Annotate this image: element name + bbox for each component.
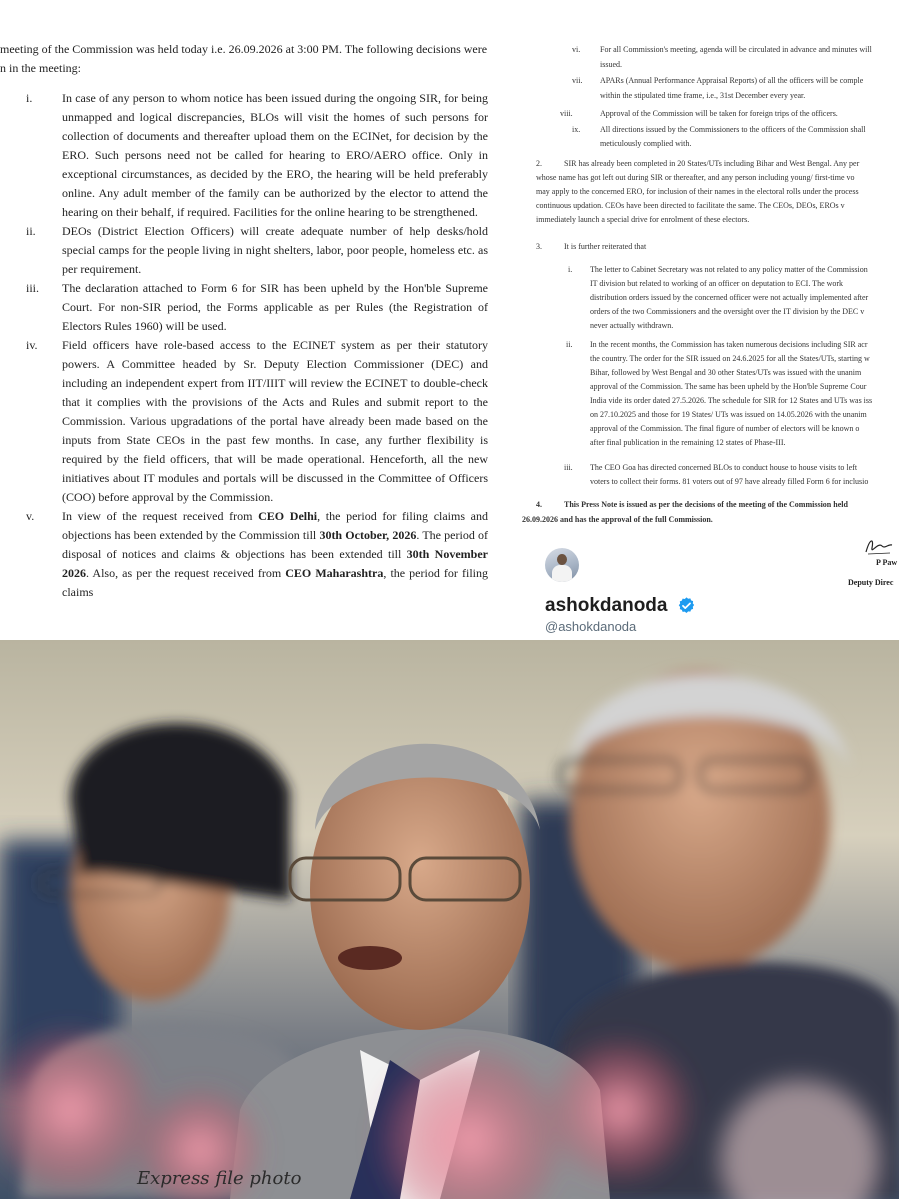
item-text: meticulously complied with.: [600, 139, 692, 148]
item-text: All directions issued by the Commissioners to the officers of the Commission shall: [600, 125, 866, 134]
item-text: distribution orders issued by the concerned officer were not actually implemented after: [590, 293, 869, 302]
decision-item-v: [0, 507, 488, 602]
para-line: This Press Note is issued as per the decisions of the meeting of the Commission held: [564, 500, 848, 509]
decision-item-ii: [0, 222, 488, 279]
item-text: approval of the Commission. The same has been upheld by the Hon'ble Supreme Cour: [590, 382, 867, 391]
item-number: vi.: [572, 45, 581, 54]
para-number: 2.: [536, 159, 542, 168]
item-number: iii.: [26, 281, 40, 295]
para-line: continuous updation. CEOs have been directed to facilitate the same. The CEOs, DEOs, EROs v: [536, 201, 845, 210]
para-line: may apply to the concerned ERO, for inclusion of their names in the electoral rolls under the process: [536, 187, 859, 196]
item-text: Bihar, followed by West Bengal and 30 other States/UTs was issued with the unanim: [590, 368, 862, 377]
item-text: approval of the Commission. The final figure of number of electors will be known o: [590, 424, 860, 433]
para-number: 3.: [536, 242, 542, 251]
press-note-page-left: [0, 0, 516, 640]
item-text: on 27.10.2025 and those for 19 States/ UTs was issued on 14.05.2026 with the unanim: [590, 410, 867, 419]
press-photo: [0, 640, 899, 1199]
photo-illustration: [0, 640, 899, 1199]
item-text: The letter to Cabinet Secretary was not related to any policy matter of the Commission: [590, 265, 868, 274]
item-text: voters to collect their forms. 81 voters out of 97 have already filled Form 6 for inclusio: [590, 477, 869, 486]
para-line: 26.09.2026 and has the approval of the full Commission.: [522, 515, 713, 524]
bold-ceo-delhi: CEO Delhi: [258, 509, 318, 523]
avatar[interactable]: [545, 548, 579, 582]
item-number: ix.: [572, 125, 581, 134]
item-text: In case of any person to whom notice has been issued during the ongoing SIR, for being unmapped and logical discrepancies, BLOs will visit the homes of such persons for collection of documents and thereafter upload them on the ECINet, for decision by the ERO. Such persons need not be called for hearing to ERO/AERO office. Only in exceptional circumstances, as decided by the ERO, the hearing will be held preferably online. Any adult member of the family can be authorized by the elector to attend the hearing on their behalf, if required. Facilities for the online hearing to be strengthened.: [62, 91, 488, 219]
item-text: For all Commission's meeting, agenda will be circulated in advance and minutes will: [600, 45, 872, 54]
profile-name[interactable]: ashokdanoda: [545, 595, 668, 616]
bold-date: 30th October, 2026: [319, 528, 417, 542]
para-line: SIR has already been completed in 20 States/UTs including Bihar and West Bengal. Any per: [564, 159, 860, 168]
item-text: In the recent months, the Commission has taken numerous decisions including SIR acr: [590, 340, 868, 349]
item-text: orders of the two Commissioners and the oversight over the IT division by the DEC v: [590, 307, 865, 316]
bold-ceo-maharashtra: CEO Maharashtra: [285, 566, 384, 580]
verified-badge-shape: [679, 597, 694, 613]
item-number: i.: [26, 91, 33, 105]
verified-badge-icon: [678, 597, 695, 614]
item-number: ii.: [566, 340, 573, 349]
bold-date: 30th November 2026: [62, 547, 488, 580]
intro-line: meeting of the Commission was held today i.e. 26.09.2026 at 3:00 PM. The following decisions were: [0, 42, 488, 56]
item-number: iv.: [26, 338, 38, 352]
item-number: iii.: [564, 463, 573, 472]
item-text: The declaration attached to Form 6 for SIR has been upheld by the Hon'ble Supreme Court. For non-SIR period, the Forms applicable as per Rules (the Registration of Electors Rules 1960) will be used.: [62, 281, 488, 333]
item-text: the country. The order for the SIR issued on 24.6.2025 for all the States/UTs, starting w: [590, 354, 870, 363]
item-text: Approval of the Commission will be taken for foreign trips of the officers.: [600, 109, 838, 118]
para-line: whose name has got left out during SIR or thereafter, and any person including young/ first-time vo: [536, 173, 855, 182]
decision-item-iv: [0, 336, 488, 507]
item-text: APARs (Annual Performance Appraisal Reports) of all the officers will be comple: [600, 76, 864, 85]
item-number: viii.: [560, 109, 573, 118]
para-number: 4.: [536, 500, 542, 509]
para-line: It is further reiterated that: [564, 242, 647, 251]
item-text: IT division but related to working of an officer on deputation to ECI. The work: [590, 279, 844, 288]
profile-handle[interactable]: @ashokdanoda: [545, 619, 637, 634]
intro-line: n in the meeting:: [0, 61, 81, 75]
decision-item-iii: [0, 279, 488, 336]
item-number: vii.: [572, 76, 583, 85]
item-text: never actually withdrawn.: [590, 321, 674, 330]
item-number: i.: [568, 265, 573, 274]
item-text: after final publication in the remaining 12 states of Phase-III.: [590, 438, 786, 447]
profile-card[interactable]: [545, 548, 899, 640]
para-line: immediately launch a special drive for enrolment of these electors.: [536, 215, 750, 224]
item-number: ii.: [26, 224, 36, 238]
signatory-role: Deputy Direc: [848, 578, 894, 587]
item-text: India vide its order dated 27.5.2026. The schedule for SIR for 12 States and UTs was iss: [590, 396, 873, 405]
decision-item-i: [0, 89, 488, 222]
item-number: v.: [26, 509, 35, 523]
photo-caption: Express file photo: [137, 1168, 302, 1189]
item-text: issued.: [600, 60, 622, 69]
signatory-name: P Paw: [876, 558, 898, 567]
item-text: DEOs (District Election Officers) will create adequate number of help desks/hold special camps for the people living in night shelters, labor, poor people, homeless etc. as per requirement.: [62, 224, 488, 276]
item-text: within the stipulated time frame, i.e., 31st December every year.: [600, 91, 806, 100]
item-text: Field officers have role-based access to the ECINET system as per their statutory powers. A Committee headed by Sr. Deputy Election Commissioner (DEC) and including an independent expert from IIT/IIIT will review the ECINET to double-check that it complies with the provisions of the Acts and Rules and submit report to the Commission. Various upgradations of the portal have already been made based on the inputs from State CEOs in the past few months. In case, any further flexibility is required by the field officers, that will be made operational. Henceforth, all the new initiatives about IT modules and portals will be discussed in the Committee of Officers (COO) before approval by the Commission.: [62, 338, 488, 504]
item-text: The CEO Goa has directed concerned BLOs to conduct house to house visits to left: [590, 463, 858, 472]
item-text: In view of the request received from CEO Delhi, the period for filing claims and objections has been extended by the Commission till 30th October, 2026. The period of disposal of notices and claims & objections has been extended till 30th November 2026. Also, as per the request received from CEO Maharashtra, the period for filing claims: [62, 509, 488, 599]
